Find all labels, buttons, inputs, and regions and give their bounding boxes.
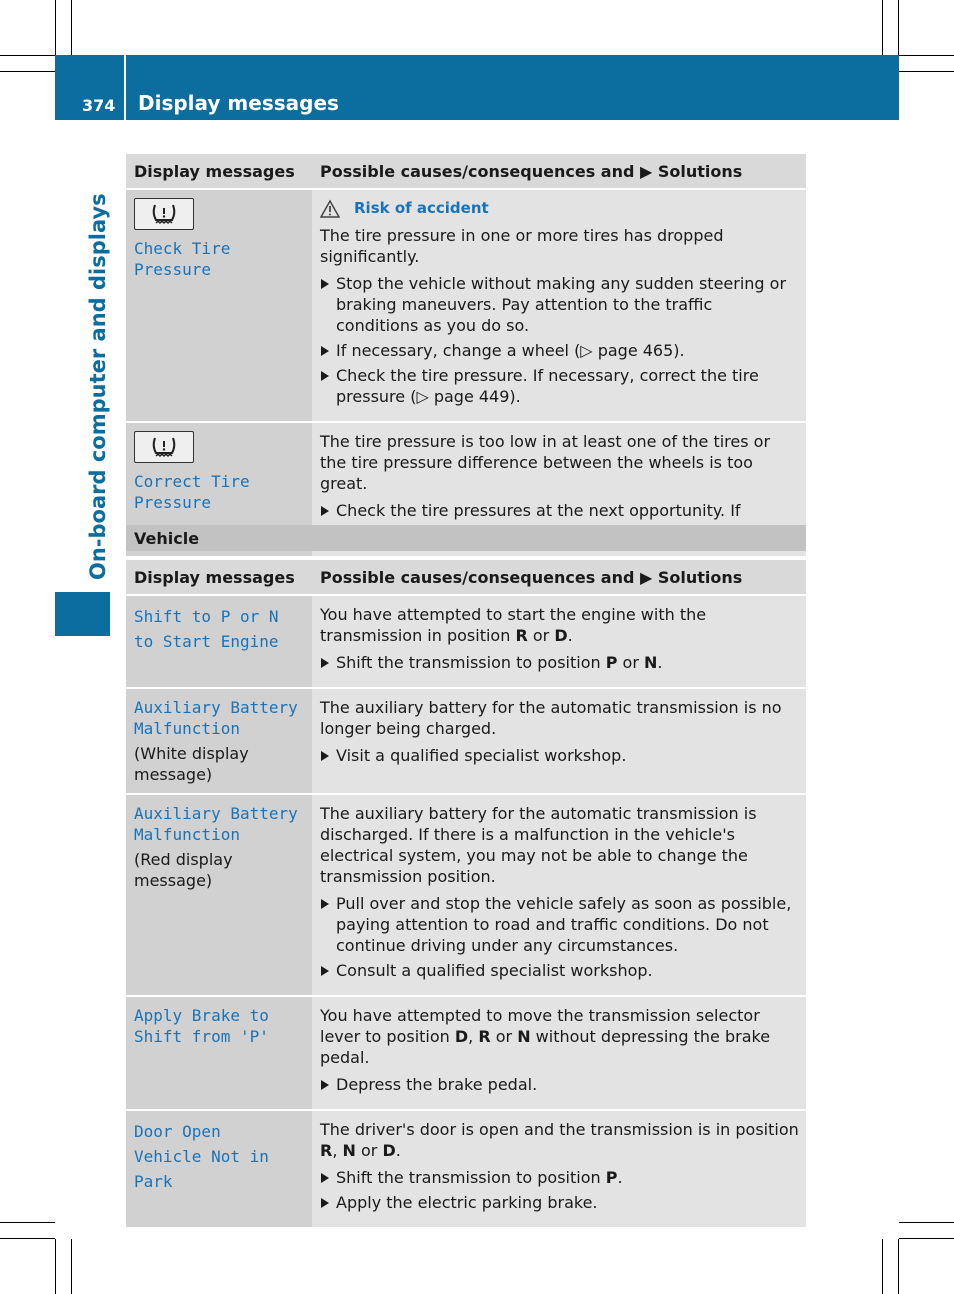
table-row: [126, 189, 806, 422]
cause-text: The tire pressure in one or more tires has dropped significantly.: [320, 226, 724, 266]
chapter-marker: [55, 592, 110, 636]
column-header-causes: Possible causes/consequences and ▶ Solutions: [312, 560, 806, 595]
display-message: Check Tire Pressure: [134, 239, 231, 279]
table-row: [126, 688, 806, 794]
message-note: (White display message): [134, 744, 249, 784]
solution-step: Check the tire pressure. If necessary, correct the tire pressure (▷ page 449).: [320, 365, 799, 407]
table-row: [126, 1110, 806, 1227]
tire-pressure-warning-icon: [134, 198, 194, 230]
solution-step: Check the tire pressures at the next opportunity. If: [320, 500, 799, 542]
table-row: [126, 794, 806, 996]
solution-cell: [312, 688, 806, 794]
crop-mark: [0, 55, 55, 56]
solution-cell: [312, 996, 806, 1110]
solution-step: Pull over and stop the vehicle safely as soon as possible, paying attention to road and traffic conditions. Do not continue driving under any circumstances.: [320, 893, 799, 956]
crop-mark: [899, 71, 954, 72]
solution-step: Visit a qualified specialist workshop.: [320, 745, 799, 766]
page-title: Display messages: [138, 91, 339, 115]
column-header-causes: Possible causes/consequences and ▶ Solutions: [312, 154, 806, 189]
message-cell: [126, 1110, 312, 1227]
table-row: [126, 996, 806, 1110]
warning-triangle-icon: [320, 199, 340, 219]
arrow-right-icon: ▶: [640, 161, 653, 181]
crop-mark: [898, 1239, 899, 1294]
message-cell: [126, 996, 312, 1110]
cause-text: The auxiliary battery for the automatic transmission is no longer being charged.: [320, 698, 782, 738]
solution-step: Depress the brake pedal.: [320, 1074, 799, 1095]
header-divider: [124, 55, 126, 120]
solution-step: Apply the electric parking brake.: [320, 1192, 799, 1213]
message-cell: [126, 189, 312, 422]
crop-mark: [882, 1239, 883, 1294]
display-message: Shift to P or N to Start Engine: [134, 607, 279, 651]
column-header-messages: Display messages: [126, 154, 312, 189]
crop-mark: [898, 0, 899, 55]
tire-pressure-table: [126, 154, 806, 556]
display-message: Auxiliary Battery Malfunction: [134, 804, 298, 844]
crop-mark: [55, 0, 56, 55]
solution-step: Stop the vehicle without making any sudden steering or braking maneuvers. Pay attention to the traffic conditions as you do so.: [320, 273, 799, 336]
solution-step: Shift the transmission to position P or N.: [320, 652, 799, 673]
arrow-right-icon: ▶: [640, 567, 653, 587]
display-message: Apply Brake to Shift from 'P': [134, 1006, 269, 1046]
cause-text: The driver's door is open and the transmission is in position R, N or D.: [320, 1120, 799, 1160]
display-message: Correct Tire Pressure: [134, 472, 250, 512]
solution-step: If necessary, change a wheel (▷ page 465).: [320, 340, 799, 361]
solution-cell: [312, 595, 806, 688]
crop-mark: [882, 0, 883, 55]
solution-cell: [312, 1110, 806, 1227]
display-message: Vehicle Not in Park: [134, 1147, 269, 1191]
message-cell: [126, 688, 312, 794]
crop-mark: [0, 71, 55, 72]
table-header-row: [126, 154, 806, 189]
page-number: 374: [82, 96, 116, 115]
vehicle-table: [126, 560, 806, 1227]
crop-mark: [55, 1239, 56, 1294]
cause-text: You have attempted to start the engine with the transmission in position R or D.: [320, 605, 707, 645]
crop-mark: [899, 1222, 954, 1223]
crop-mark: [71, 1239, 72, 1294]
display-message: Door Open: [134, 1122, 221, 1141]
section-title: Vehicle: [134, 529, 200, 548]
cause-text: The auxiliary battery for the automatic transmission is discharged. If there is a malfunction in the vehicle's electrical system, you may not be able to change the transmission position.: [320, 804, 757, 886]
warning-heading: Risk of accident: [320, 198, 799, 219]
table-header-row: [126, 560, 806, 595]
section-header-vehicle: [126, 525, 806, 551]
crop-mark: [0, 1222, 55, 1223]
crop-mark: [0, 1238, 55, 1239]
crop-mark: [899, 55, 954, 56]
message-cell: [126, 595, 312, 688]
cause-text: You have attempted to move the transmission selector lever to position D, R or N without depressing the brake pedal.: [320, 1006, 771, 1067]
chapter-side-title: On-board computer and displays: [86, 193, 110, 580]
cause-text: The tire pressure is too low in at least one of the tires or the tire pressure difference between the wheels is too great.: [320, 432, 771, 493]
crop-mark: [71, 0, 72, 55]
column-header-messages: Display messages: [126, 560, 312, 595]
tire-pressure-warning-icon: [134, 431, 194, 463]
solution-cell: [312, 794, 806, 996]
display-message: Auxiliary Battery Malfunction: [134, 698, 298, 738]
table-row: [126, 595, 806, 688]
solution-cell: [312, 189, 806, 422]
crop-mark: [899, 1238, 954, 1239]
solution-step: Shift the transmission to position P.: [320, 1167, 799, 1188]
solution-step: Consult a qualified specialist workshop.: [320, 960, 799, 981]
message-note: (Red display message): [134, 850, 233, 890]
message-cell: [126, 794, 312, 996]
